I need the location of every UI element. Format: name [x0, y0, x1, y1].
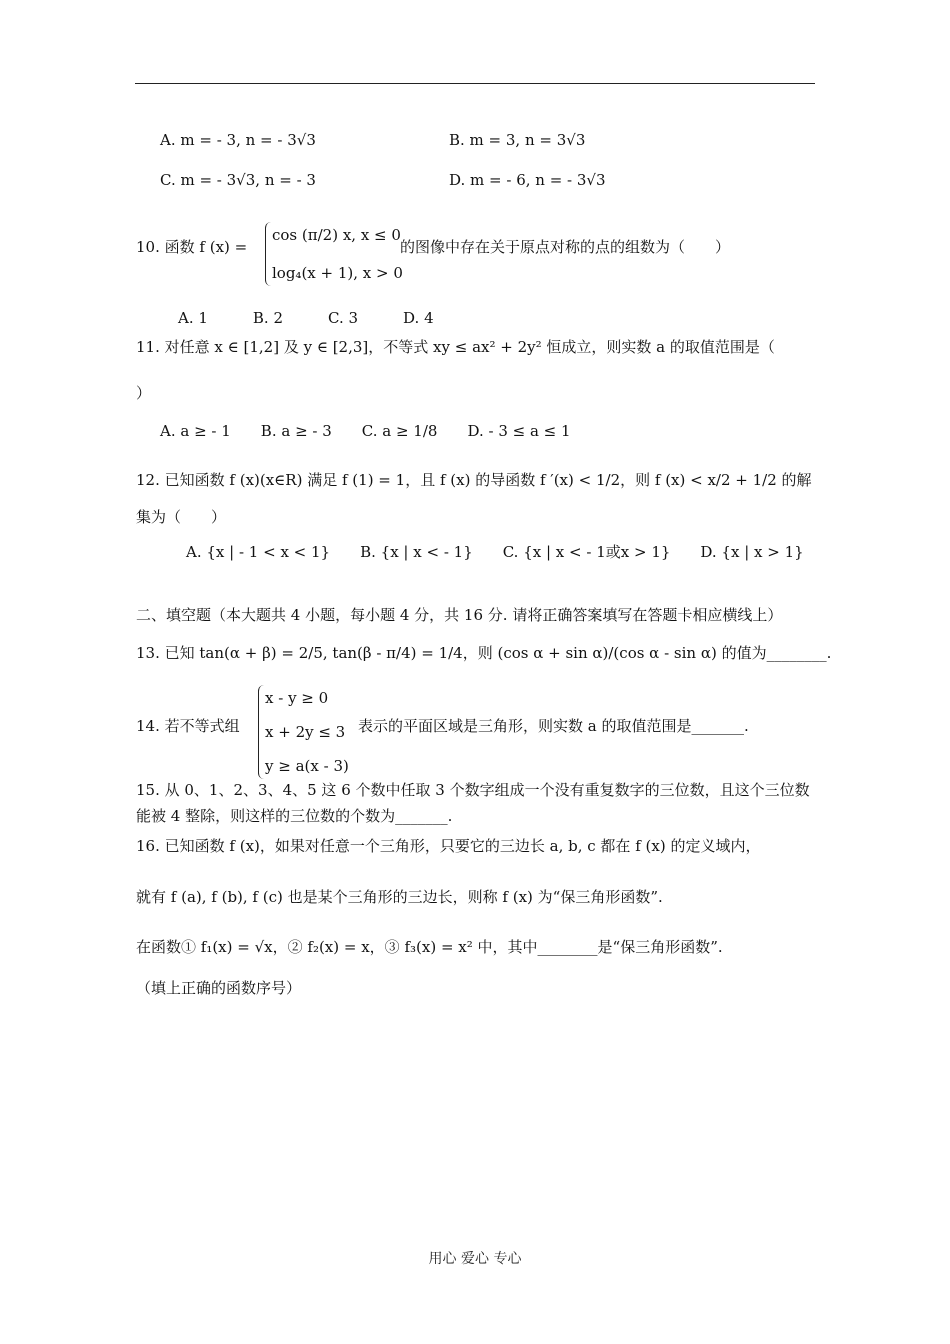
q12-options: A. {x | - 1 < x < 1} B. {x | x < - 1} C. {x | x < - 1或x > 1} D. {x | x > 1} [186, 543, 804, 561]
q12-stem-cont: 集为（ ） [136, 508, 227, 526]
q9-option-c: C. m = - 3√3, n = - 3 [160, 171, 316, 189]
q10-options: A. 1 B. 2 C. 3 D. 4 [178, 309, 434, 327]
q10-piecewise [265, 222, 403, 286]
q15-stem-cont: 能被 4 整除，则这样的三位数的个数为_______. [136, 807, 453, 825]
q11-stem-cont: ） [136, 384, 152, 402]
section-2-heading: 二、填空题（本大题共 4 小题，每小题 4 分，共 16 分. 请将正确答案填写在答题卡相应横线上） [136, 606, 783, 624]
q11-stem: 11. 对任意 x ∈ [1,2] 及 y ∈ [2,3]，不等式 xy ≤ ax² + 2y² 恒成立，则实数 a 的取值范围是（ [136, 338, 775, 356]
q9-option-a: A. m = - 3, n = - 3√3 [160, 131, 316, 149]
q11-options: A. a ≥ - 1 B. a ≥ - 3 C. a ≥ 1/8 D. - 3 ≤ a ≤ 1 [160, 422, 571, 440]
q9-option-b: B. m = 3, n = 3√3 [449, 131, 586, 149]
q12-stem: 12. 已知函数 f (x)(x∈R) 满足 f (1) = 1，且 f (x) 的导函数 f ′(x) < 1/2，则 f (x) < x/2 + 1/2 的解 [136, 471, 812, 489]
q16-line-4: （填上正确的函数序号） [136, 979, 302, 997]
q10-prefix: 10. 函数 f (x) = [136, 238, 248, 256]
q10-case-1: cos (π/2) x, x ≤ 0 [272, 226, 401, 244]
q14-suffix: 表示的平面区域是三角形，则实数 a 的取值范围是_______. [358, 717, 749, 735]
q16-line-1: 16. 已知函数 f (x)，如果对任意一个三角形，只要它的三边长 a, b, c 都在 f (x) 的定义域内， [136, 837, 761, 855]
page-footer: 用心 爱心 专心 [428, 1251, 522, 1267]
q9-option-d: D. m = - 6, n = - 3√3 [449, 171, 606, 189]
q14-inequality-2: x + 2y ≤ 3 [265, 723, 346, 741]
q10-case-2: log₄(x + 1), x > 0 [272, 264, 403, 282]
header-rule [135, 83, 815, 84]
q16-line-3: 在函数① f₁(x) = √x，② f₂(x) = x，③ f₃(x) = x² 中，其中________是“保三角形函数”. [136, 938, 723, 956]
q14-system [258, 685, 349, 779]
q15-stem: 15. 从 0、1、2、3、4、5 这 6 个数中任取 3 个数字组成一个没有重复数字的三位数，且这个三位数 [136, 781, 810, 799]
q14-prefix: 14. 若不等式组 [136, 717, 240, 735]
q13-stem: 13. 已知 tan(α + β) = 2/5, tan(β - π/4) = 1/4，则 (cos α + sin α)/(cos α - sin α) 的值为________. [136, 644, 832, 662]
q10-suffix: 的图像中存在关于原点对称的点的组数为（ ） [400, 238, 731, 256]
q14-inequality-1: x - y ≥ 0 [265, 689, 329, 707]
q14-inequality-3: y ≥ a(x - 3) [265, 757, 349, 775]
q16-line-2: 就有 f (a), f (b), f (c) 也是某个三角形的三边长，则称 f (x) 为“保三角形函数”. [136, 888, 663, 906]
